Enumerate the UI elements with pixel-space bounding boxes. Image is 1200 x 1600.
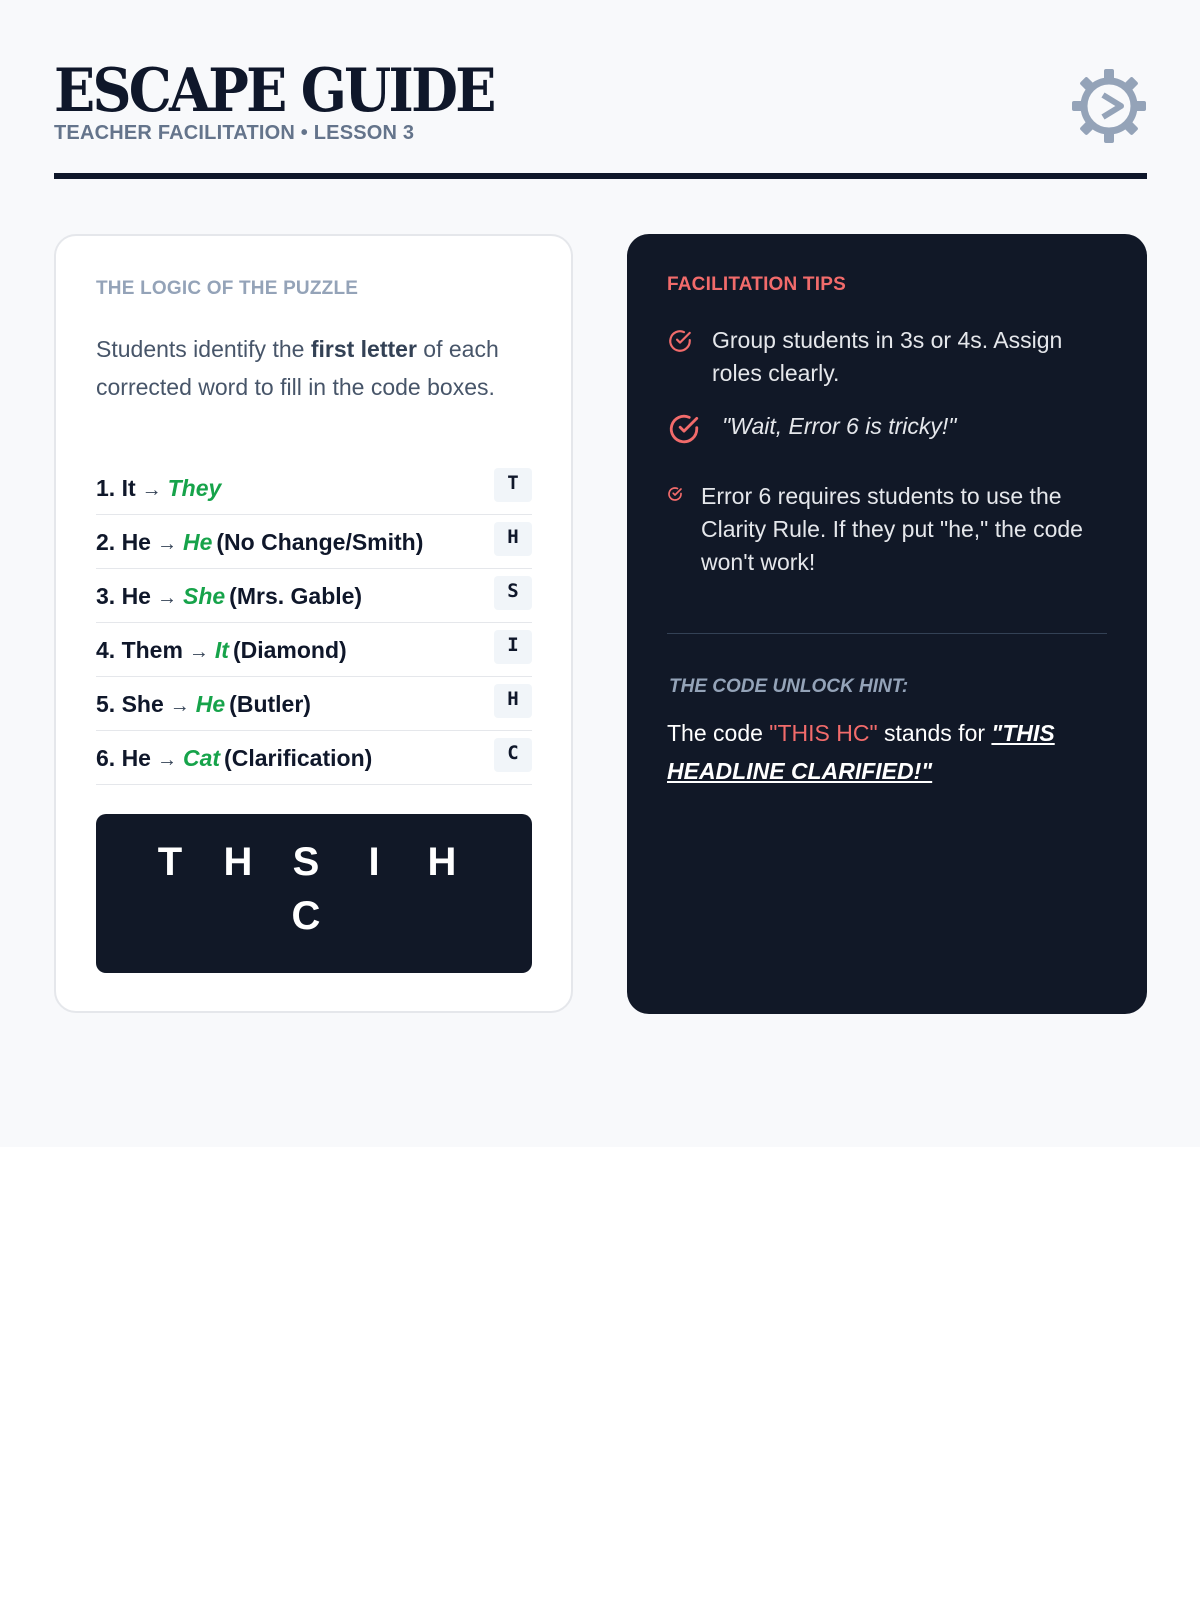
- correction-fix: She: [182, 583, 226, 609]
- code-letter-box: C: [494, 738, 532, 772]
- check-circle-icon: [667, 412, 701, 446]
- tips-card-label: FACILITATION TIPS: [667, 274, 846, 295]
- correction-original: 4. Them: [96, 637, 183, 663]
- correction-note: (Butler): [229, 691, 311, 717]
- arrow-icon: →: [156, 587, 177, 609]
- correction-original: 5. She: [96, 691, 164, 717]
- logic-card-label: THE LOGIC OF THE PUZZLE: [96, 278, 359, 299]
- correction-fix: He: [182, 529, 213, 555]
- gear-icon: [1071, 68, 1147, 144]
- code-letter: I: [368, 840, 380, 884]
- correction-original: 2. He: [96, 529, 151, 555]
- header-rule: [54, 173, 1147, 179]
- correction-row: [96, 461, 532, 515]
- correction-original: 6. He: [96, 745, 151, 771]
- correction-row: [96, 569, 532, 623]
- tip-quote: "Wait, Error 6 is tricky!": [722, 413, 957, 439]
- correction-original: 3. He: [96, 583, 151, 609]
- code-letter: H: [427, 840, 457, 884]
- hint-text-start: The code: [667, 720, 770, 746]
- intro-text-start: Students identify the: [96, 336, 311, 362]
- correction-row: [96, 731, 532, 785]
- code-letter: S: [292, 840, 320, 884]
- code-letter-box: T: [494, 468, 532, 502]
- arrow-icon: →: [156, 749, 177, 771]
- code-letters: [136, 842, 476, 936]
- page-title: ESCAPE GUIDE: [54, 56, 494, 126]
- hint-code: "THIS HC": [769, 720, 878, 746]
- logic-intro: [96, 330, 536, 406]
- correction-fix: They: [167, 475, 222, 501]
- correction-original: 1. It: [96, 475, 136, 501]
- code-letter: T: [157, 840, 183, 884]
- intro-emphasis: first letter: [310, 336, 417, 362]
- tips-card: [627, 234, 1147, 1014]
- correction-fix: It: [214, 637, 229, 663]
- hint-text-middle: stands for: [877, 720, 992, 746]
- correction-row: [96, 677, 532, 731]
- correction-row: [96, 623, 532, 677]
- arrow-icon: →: [169, 695, 190, 717]
- code-letter: H: [223, 840, 253, 884]
- correction-fix: Cat: [182, 745, 221, 771]
- correction-row: [96, 515, 532, 569]
- page-header: [54, 58, 1147, 183]
- correction-fix: He: [195, 691, 226, 717]
- code-hint: [667, 714, 1107, 790]
- correction-note: (Clarification): [224, 745, 373, 771]
- code-letter-box: H: [494, 684, 532, 718]
- tip-text: Error 6 requires students to use the Clarity Rule. If they put "he," the code won't work!: [701, 483, 1083, 575]
- code-answer-panel: [96, 814, 532, 973]
- code-letter-box: H: [494, 522, 532, 556]
- code-letter: C: [291, 894, 321, 938]
- hint-phrase: "THIS HEADLINE CLARIFIED!": [667, 720, 1055, 784]
- logic-card: [54, 234, 573, 1013]
- check-circle-icon: [667, 328, 693, 354]
- correction-note: (No Change/Smith): [216, 529, 424, 555]
- code-letter-box: I: [494, 630, 532, 664]
- code-letter-box: S: [494, 576, 532, 610]
- correction-note: (Mrs. Gable): [229, 583, 363, 609]
- arrow-icon: →: [141, 479, 162, 501]
- correction-note: (Diamond): [232, 637, 347, 663]
- tips-divider: [667, 633, 1107, 634]
- page-subtitle: TEACHER FACILITATION • LESSON 3: [54, 122, 415, 144]
- arrow-icon: →: [156, 533, 177, 555]
- tip-text: Group students in 3s or 4s. Assign roles clearly.: [712, 327, 1063, 386]
- hint-label: THE CODE UNLOCK HINT:: [669, 676, 909, 697]
- intro-text-end: of each corrected word to fill in the code boxes.: [96, 336, 499, 400]
- check-circle-icon: [667, 486, 683, 502]
- arrow-icon: →: [188, 641, 209, 663]
- corrections-list: [96, 461, 532, 785]
